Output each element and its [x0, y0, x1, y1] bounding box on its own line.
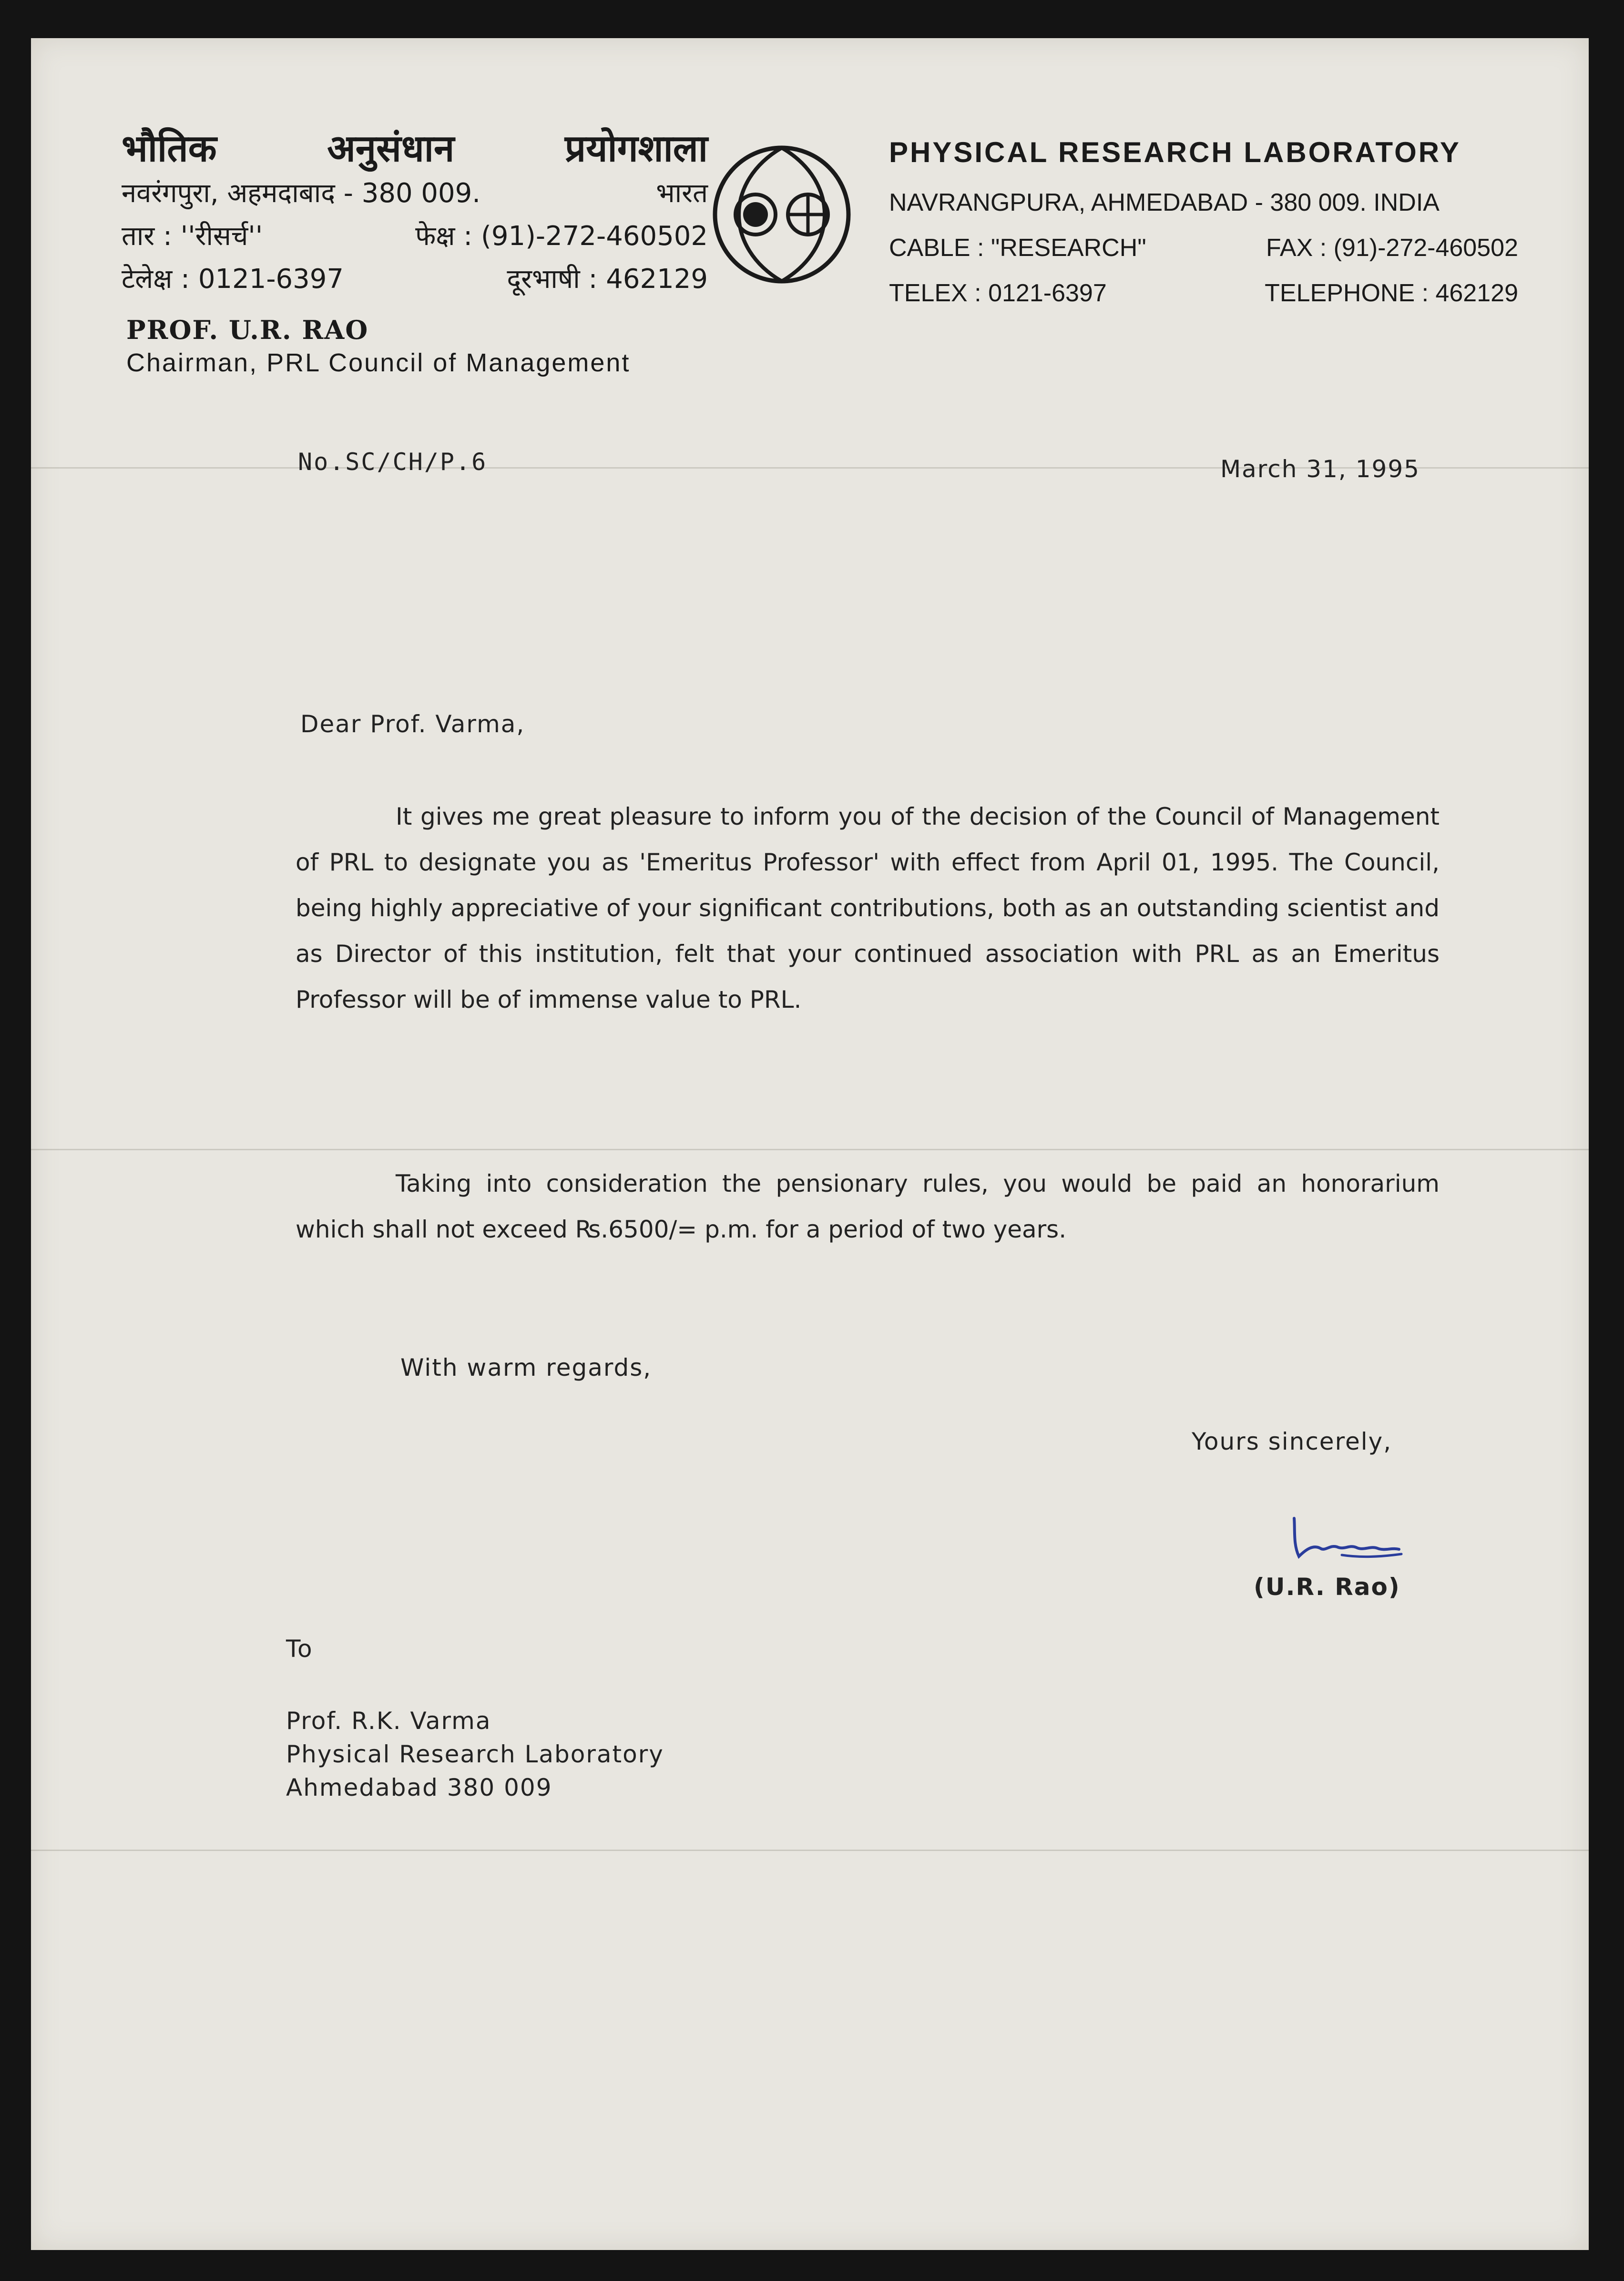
hindi-name-word: प्रयोगशाला: [564, 127, 708, 170]
english-fax: FAX : (91)-272-460502: [1266, 234, 1518, 262]
regards-line: With warm regards,: [400, 1354, 652, 1381]
hindi-address-line: [122, 174, 708, 210]
body-paragraph: It gives me great pleasure to inform you of the decision of the Council of Management of PRL to designate you as 'Emeritus Professor' with effect from April 01, 1995. The Council, being highly appreciative of your significant contributions, both as an outstanding scientist and as Director of this institution, felt that your continued association with PRL as an Emeritus Professor will be of immense value to PRL.: [296, 803, 1440, 1013]
recipient-city: Ahmedabad 380 009: [286, 1774, 552, 1801]
english-address: NAVRANGPURA, AHMEDABAD - 380 009. INDIA: [889, 189, 1440, 216]
sender-name: PROF. U.R. RAO: [126, 315, 369, 345]
english-phone: TELEPHONE : 462129: [1265, 279, 1518, 307]
recipient-institution: Physical Research Laboratory: [286, 1740, 664, 1768]
hindi-name-word: भौतिक: [122, 127, 217, 170]
handwritten-signature: [1285, 1511, 1409, 1564]
english-contact-line: [889, 234, 1518, 262]
salutation: Dear Prof. Varma,: [300, 710, 525, 738]
hindi-country: भारत: [656, 178, 708, 209]
english-address-line: [889, 188, 1518, 217]
hindi-name-word: अनुसंधान: [327, 127, 455, 170]
prl-logo-icon: [710, 143, 853, 286]
hindi-cable: तार : ''रीसर्च'': [122, 221, 263, 252]
hindi-fax: फेक्ष : (91)-272-460502: [415, 221, 708, 252]
english-telex: TELEX : 0121-6397: [889, 279, 1107, 307]
hindi-phone: दूरभाषी : 462129: [507, 264, 708, 295]
closing-line: Yours sincerely,: [1192, 1428, 1392, 1455]
english-cable: CABLE : "RESEARCH": [889, 234, 1146, 262]
signatory-name: (U.R. Rao): [1254, 1573, 1400, 1601]
reference-number: No.SC/CH/P.6: [298, 448, 488, 476]
hindi-telex: टेलेक्ष : 0121-6397: [122, 264, 344, 295]
fold-line: [31, 1149, 1589, 1150]
letter-date: March 31, 1995: [1220, 455, 1420, 483]
english-contact-line: [889, 279, 1518, 307]
sender-title: Chairman, PRL Council of Management: [126, 348, 631, 377]
hindi-address: नवरंगपुरा, अहमदाबाद - 380 009.: [122, 178, 481, 209]
fold-line: [31, 1850, 1589, 1851]
recipient-address: [286, 1704, 664, 1804]
body-paragraph: Taking into consideration the pensionary rules, you would be paid an honorarium which shall not exceed ₨.6500/= p.m. for a period of two years.: [296, 1170, 1440, 1243]
hindi-contact-line: [122, 260, 708, 296]
recipient-name: Prof. R.K. Varma: [286, 1707, 491, 1735]
hindi-contact-line: [122, 217, 708, 253]
english-lab-name: PHYSICAL RESEARCH LABORATORY: [889, 136, 1461, 168]
hindi-lab-name: [122, 122, 708, 172]
to-label: To: [286, 1635, 313, 1663]
